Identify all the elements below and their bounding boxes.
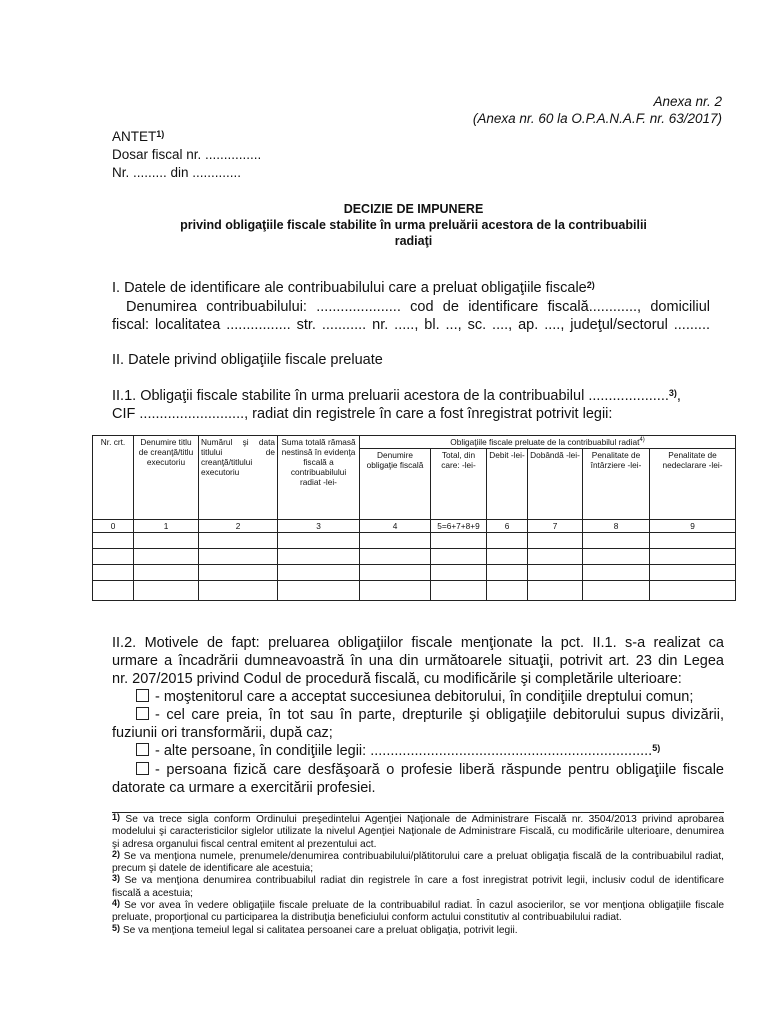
checkbox-mostenitor[interactable] — [136, 689, 149, 702]
header-nr-crt: Nr. crt. — [93, 436, 134, 520]
header-denumire-titlu: Denumire titlu de creanţă/titlu executoriu — [134, 436, 199, 520]
antet-label: ANTET$^{1)}$ — [112, 129, 165, 144]
option-profesie-libera-cont: datorate ca urmare a exercitării profesiei. — [112, 780, 376, 796]
section-2-2-line-3: nr. 207/2015 privind Codul de procedură fiscală, cu modificările şi completările ulterioare: — [112, 671, 682, 687]
option-divizare-cont: fuziunii ori transformării, după caz; — [112, 725, 333, 741]
annex-number: Anexa nr. 2 — [653, 94, 722, 109]
section-1-line-2: fiscal: localitatea ................ str. ........... nr. ....., bl. ..., sc. ...., ap. ...., judeţul/sectorul ......... — [112, 317, 710, 333]
table-row — [93, 549, 736, 565]
header-obligatii-preluate: Obligaţiile fiscale preluate de la contribuabilul radiat$^{4)}$ — [360, 436, 736, 449]
section-2-heading: II. Datele privind obligaţiile fiscale preluate — [112, 352, 383, 368]
section-2-1-line-1: II.1. Obligaţii fiscale stabilite în urma preluarii acestora de la contribuabilul ....................$^{3)}$, — [112, 388, 681, 404]
header-debit: Debit -lei- — [487, 449, 528, 520]
option-profesie-libera: - persoana fizică care desfăşoară o profesie liberă răspunde pentru obligaţiile fiscale — [136, 761, 724, 779]
index-cell: 0 — [93, 520, 134, 533]
header-suma-totala: Suma totală rămasă nestinsă în evidenţa fiscală a contribuabilului radiat -lei- — [278, 436, 360, 520]
index-cell: 6 — [487, 520, 528, 533]
index-cell: 9 — [650, 520, 736, 533]
section-1-heading: I. Datele de identificare ale contribuabilului care a preluat obligaţiile fiscale$^{2)}$ — [112, 280, 595, 296]
option-alte-persoane: - alte persoane, în condiţiile legii: ......................................................................$^{5)}$ — [136, 742, 660, 760]
checkbox-divizare[interactable] — [136, 707, 149, 720]
section-1-line-1: Denumirea contribuabilului: ..................... cod de identificare fiscală............, domiciliul — [126, 299, 710, 315]
table-row — [93, 581, 736, 601]
index-cell: 5=6+7+8+9 — [431, 520, 487, 533]
footnote-3: $^{3)}$ Se va menţiona denumirea contribuabilul radiat din registrele în care a fost inregistrat potrivit legii, inclusiv codul de identificare fiscală a acestuia; — [112, 873, 724, 899]
header-penalitate-intarziere: Penalitate de întârziere -lei- — [583, 449, 650, 520]
fiscal-obligations-table — [92, 435, 736, 601]
index-cell: 8 — [583, 520, 650, 533]
checkbox-alte-persoane[interactable] — [136, 743, 149, 756]
section-2-2-line-2: urmare a încadrării dumneavoastră în una din următoarele situaţii, potrivit art. 23 din Legea — [112, 653, 724, 669]
table-row — [93, 565, 736, 581]
footnotes — [112, 814, 724, 937]
index-cell: 7 — [528, 520, 583, 533]
option-divizare: - cel care preia, în tot sau în parte, drepturile şi obligaţiile debitorului supus divizării, — [136, 706, 724, 724]
footnote-4: $^{4)}$ Se vor avea în vedere obligaţiile fiscale preluate de la contribuabilul radiat. În cazul asocierilor, se vor menţiona obligaţiile fiscale preluate, proporţional cu participarea la distribuţia beneficiului conform actului constitutiv al contribuabilului radiat. — [112, 898, 724, 924]
footnote-divider — [112, 812, 724, 813]
document-subtitle: privind obligaţiile fiscale stabilite în urma preluării acestora de la contribuabilii — [180, 218, 647, 232]
index-cell: 3 — [278, 520, 360, 533]
table-row — [93, 533, 736, 549]
decision-number: Nr. ......... din ............. — [112, 165, 242, 180]
header-total: Total, din care: -lei- — [431, 449, 487, 520]
option-mostenitor: - moştenitorul care a acceptat succesiunea debitorului, în condiţiile dreptului comun; — [136, 688, 693, 706]
header-numarul-data: Numărul şi data titlului de creanţă/titlului executoriu — [199, 436, 278, 520]
footnote-2: $^{2)}$ Se va menţiona numele, prenumele/denumirea contribuabilului/plătitorului care a preluat obligaţia fiscală de la contribuabilul radiat, precum şi datele de identificare ale acestuia; — [112, 848, 724, 875]
section-2-1-line-2: CIF .........................., radiat din registrele în care a fost înregistrat potrivit legii: — [112, 406, 613, 422]
header-dobanda: Dobândă -lei- — [528, 449, 583, 520]
section-2-2-line-1: II.2. Motivele de fapt: preluarea obligaţiilor fiscale menţionate la pct. II.1. s-a realizat ca — [112, 635, 724, 651]
dosar-fiscal: Dosar fiscal nr. ............... — [112, 147, 262, 162]
header-denumire-obligatie: Denumire obligaţie fiscală — [360, 449, 431, 520]
index-cell: 1 — [134, 520, 199, 533]
header-penalitate-nedeclarare: Penalitate de nedeclarare -lei- — [650, 449, 736, 520]
checkbox-profesie-libera[interactable] — [136, 762, 149, 775]
footnote-1: $^{1)}$ Se va trece sigla conform Ordinului preşedintelui Agenţiei Naţionale de Administrare Fiscală nr. 3504/2013 privind aprobarea modelului şi caracteristicilor siglelor utilizate la nivelul Agenţiei Naţionale de Administrare Fiscală, cu modificările ulterioare, denumirea şi adresa organului fiscal central emitent al prezentului act. — [112, 812, 724, 850]
document-title: DECIZIE DE IMPUNERE — [343, 202, 484, 216]
table-index-row — [93, 520, 736, 533]
footnote-5: $^{5)}$ Se va menţiona temeiul legal si calitatea persoanei care a preluat obligaţia, potrivit legii. — [112, 922, 518, 936]
index-cell: 2 — [199, 520, 278, 533]
document-subtitle-end: radiaţi — [394, 234, 433, 248]
index-cell: 4 — [360, 520, 431, 533]
annex-reference: (Anexa nr. 60 la O.P.A.N.A.F. nr. 63/2017) — [472, 111, 722, 126]
